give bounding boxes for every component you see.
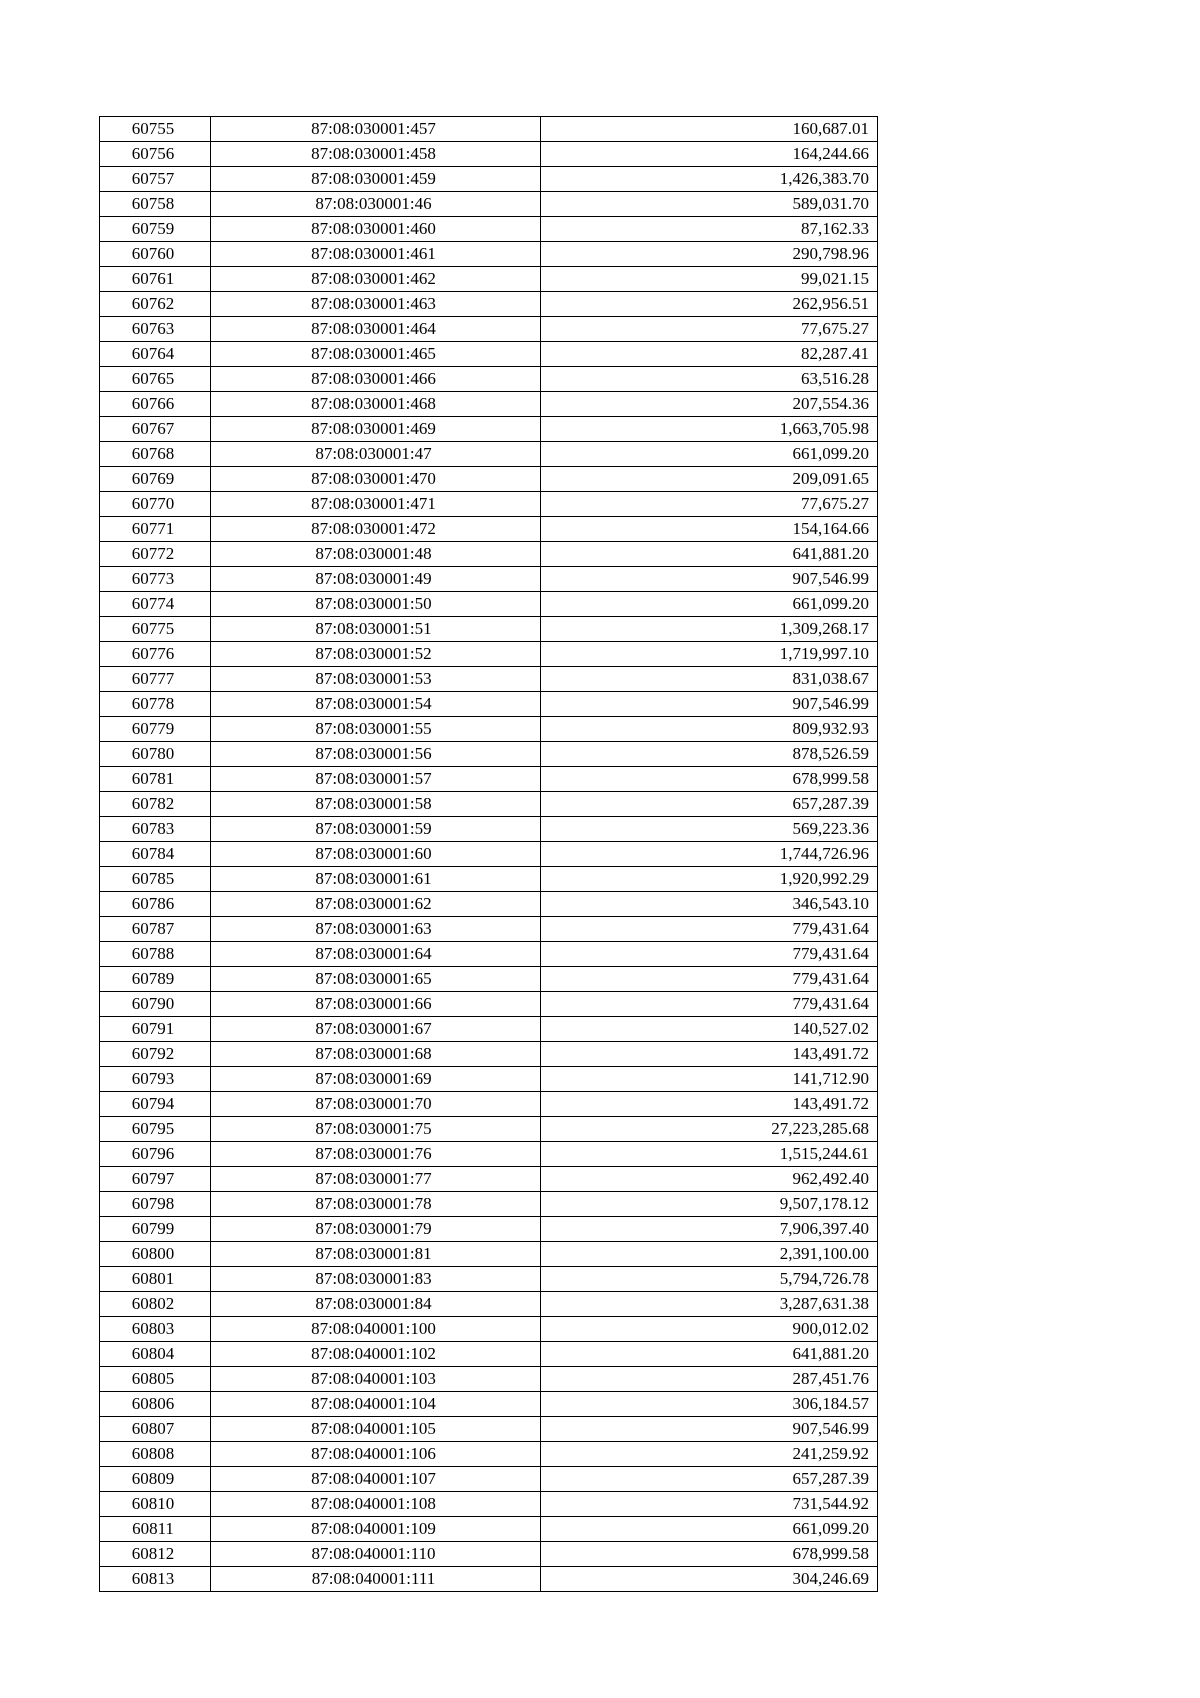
table-row — [100, 717, 878, 742]
table-row — [100, 517, 878, 542]
cadastral-number-cell: 87:08:030001:58 — [211, 792, 541, 817]
value-cell: 1,920,992.29 — [541, 867, 878, 892]
row-number-cell: 60771 — [100, 517, 211, 542]
table-row — [100, 1367, 878, 1392]
row-number-cell: 60794 — [100, 1092, 211, 1117]
table-row — [100, 1567, 878, 1592]
row-number-cell: 60793 — [100, 1067, 211, 1092]
table-row — [100, 467, 878, 492]
table-row — [100, 1017, 878, 1042]
cadastral-number-cell: 87:08:030001:69 — [211, 1067, 541, 1092]
cadastral-number-cell: 87:08:040001:105 — [211, 1417, 541, 1442]
table-row — [100, 792, 878, 817]
value-cell: 962,492.40 — [541, 1167, 878, 1192]
cadastral-number-cell: 87:08:030001:61 — [211, 867, 541, 892]
row-number-cell: 60767 — [100, 417, 211, 442]
cadastral-number-cell: 87:08:030001:472 — [211, 517, 541, 542]
value-cell: 304,246.69 — [541, 1567, 878, 1592]
cadastral-number-cell: 87:08:030001:52 — [211, 642, 541, 667]
cadastral-number-cell: 87:08:030001:469 — [211, 417, 541, 442]
value-cell: 678,999.58 — [541, 767, 878, 792]
row-number-cell: 60791 — [100, 1017, 211, 1042]
row-number-cell: 60774 — [100, 592, 211, 617]
value-cell: 262,956.51 — [541, 292, 878, 317]
value-cell: 82,287.41 — [541, 342, 878, 367]
cadastral-number-cell: 87:08:040001:111 — [211, 1567, 541, 1592]
cadastral-number-cell: 87:08:030001:60 — [211, 842, 541, 867]
table-row — [100, 642, 878, 667]
table-row — [100, 1242, 878, 1267]
row-number-cell: 60808 — [100, 1442, 211, 1467]
row-number-cell: 60807 — [100, 1417, 211, 1442]
value-cell: 809,932.93 — [541, 717, 878, 742]
row-number-cell: 60757 — [100, 167, 211, 192]
value-cell: 569,223.36 — [541, 817, 878, 842]
table-row — [100, 542, 878, 567]
table-row — [100, 317, 878, 342]
table-row — [100, 1517, 878, 1542]
table-row — [100, 492, 878, 517]
cadastral-number-cell: 87:08:030001:75 — [211, 1117, 541, 1142]
cadastral-number-cell: 87:08:040001:110 — [211, 1542, 541, 1567]
value-cell: 641,881.20 — [541, 1342, 878, 1367]
cadastral-number-cell: 87:08:030001:78 — [211, 1192, 541, 1217]
cadastral-number-cell: 87:08:030001:48 — [211, 542, 541, 567]
value-cell: 779,431.64 — [541, 917, 878, 942]
cadastral-number-cell: 87:08:030001:53 — [211, 667, 541, 692]
cadastral-number-cell: 87:08:030001:457 — [211, 117, 541, 142]
cadastral-number-cell: 87:08:040001:103 — [211, 1367, 541, 1392]
row-number-cell: 60772 — [100, 542, 211, 567]
table-row — [100, 767, 878, 792]
table-row — [100, 1192, 878, 1217]
cadastral-number-cell: 87:08:030001:66 — [211, 992, 541, 1017]
row-number-cell: 60809 — [100, 1467, 211, 1492]
cadastral-number-cell: 87:08:030001:81 — [211, 1242, 541, 1267]
table-row — [100, 667, 878, 692]
value-cell: 678,999.58 — [541, 1542, 878, 1567]
value-cell: 346,543.10 — [541, 892, 878, 917]
value-cell: 140,527.02 — [541, 1017, 878, 1042]
cadastral-number-cell: 87:08:030001:84 — [211, 1292, 541, 1317]
row-number-cell: 60778 — [100, 692, 211, 717]
table-row — [100, 942, 878, 967]
table-row — [100, 167, 878, 192]
row-number-cell: 60798 — [100, 1192, 211, 1217]
row-number-cell: 60790 — [100, 992, 211, 1017]
row-number-cell: 60784 — [100, 842, 211, 867]
value-cell: 831,038.67 — [541, 667, 878, 692]
cadastral-number-cell: 87:08:030001:54 — [211, 692, 541, 717]
row-number-cell: 60813 — [100, 1567, 211, 1592]
table-row — [100, 1317, 878, 1342]
value-cell: 907,546.99 — [541, 692, 878, 717]
table-row — [100, 1542, 878, 1567]
row-number-cell: 60802 — [100, 1292, 211, 1317]
value-cell: 900,012.02 — [541, 1317, 878, 1342]
value-cell: 1,719,997.10 — [541, 642, 878, 667]
table-row — [100, 1067, 878, 1092]
row-number-cell: 60781 — [100, 767, 211, 792]
table-row — [100, 142, 878, 167]
cadastral-number-cell: 87:08:040001:107 — [211, 1467, 541, 1492]
row-number-cell: 60773 — [100, 567, 211, 592]
value-cell: 9,507,178.12 — [541, 1192, 878, 1217]
value-cell: 143,491.72 — [541, 1092, 878, 1117]
row-number-cell: 60795 — [100, 1117, 211, 1142]
row-number-cell: 60779 — [100, 717, 211, 742]
table-row — [100, 1167, 878, 1192]
value-cell: 1,663,705.98 — [541, 417, 878, 442]
data-table — [99, 116, 878, 1592]
table-row — [100, 217, 878, 242]
cadastral-number-cell: 87:08:040001:109 — [211, 1517, 541, 1542]
table-row — [100, 592, 878, 617]
value-cell: 779,431.64 — [541, 942, 878, 967]
cadastral-number-cell: 87:08:030001:458 — [211, 142, 541, 167]
value-cell: 641,881.20 — [541, 542, 878, 567]
row-number-cell: 60775 — [100, 617, 211, 642]
table-row — [100, 1417, 878, 1442]
table-row — [100, 742, 878, 767]
table-row — [100, 617, 878, 642]
table-row — [100, 1292, 878, 1317]
cadastral-number-cell: 87:08:030001:46 — [211, 192, 541, 217]
row-number-cell: 60811 — [100, 1517, 211, 1542]
value-cell: 287,451.76 — [541, 1367, 878, 1392]
value-cell: 160,687.01 — [541, 117, 878, 142]
row-number-cell: 60758 — [100, 192, 211, 217]
value-cell: 1,309,268.17 — [541, 617, 878, 642]
value-cell: 661,099.20 — [541, 442, 878, 467]
table-row — [100, 1392, 878, 1417]
row-number-cell: 60765 — [100, 367, 211, 392]
cadastral-number-cell: 87:08:030001:77 — [211, 1167, 541, 1192]
cadastral-number-cell: 87:08:040001:108 — [211, 1492, 541, 1517]
table-row — [100, 442, 878, 467]
table-row — [100, 342, 878, 367]
value-cell: 731,544.92 — [541, 1492, 878, 1517]
value-cell: 1,515,244.61 — [541, 1142, 878, 1167]
table-row — [100, 267, 878, 292]
row-number-cell: 60804 — [100, 1342, 211, 1367]
row-number-cell: 60759 — [100, 217, 211, 242]
cadastral-number-cell: 87:08:030001:76 — [211, 1142, 541, 1167]
table-row — [100, 992, 878, 1017]
row-number-cell: 60777 — [100, 667, 211, 692]
value-cell: 1,744,726.96 — [541, 842, 878, 867]
value-cell: 63,516.28 — [541, 367, 878, 392]
cadastral-number-cell: 87:08:030001:459 — [211, 167, 541, 192]
cadastral-number-cell: 87:08:030001:466 — [211, 367, 541, 392]
cadastral-number-cell: 87:08:030001:463 — [211, 292, 541, 317]
table-row — [100, 1342, 878, 1367]
value-cell: 907,546.99 — [541, 1417, 878, 1442]
row-number-cell: 60805 — [100, 1367, 211, 1392]
value-cell: 207,554.36 — [541, 392, 878, 417]
cadastral-number-cell: 87:08:030001:462 — [211, 267, 541, 292]
table-row — [100, 1467, 878, 1492]
table-row — [100, 567, 878, 592]
cadastral-number-cell: 87:08:040001:104 — [211, 1392, 541, 1417]
row-number-cell: 60796 — [100, 1142, 211, 1167]
row-number-cell: 60812 — [100, 1542, 211, 1567]
cadastral-number-cell: 87:08:030001:83 — [211, 1267, 541, 1292]
value-cell: 661,099.20 — [541, 1517, 878, 1542]
value-cell: 27,223,285.68 — [541, 1117, 878, 1142]
row-number-cell: 60768 — [100, 442, 211, 467]
row-number-cell: 60788 — [100, 942, 211, 967]
cadastral-number-cell: 87:08:030001:50 — [211, 592, 541, 617]
table-row — [100, 392, 878, 417]
cadastral-number-cell: 87:08:030001:63 — [211, 917, 541, 942]
table-row — [100, 1142, 878, 1167]
cadastral-number-cell: 87:08:030001:68 — [211, 1042, 541, 1067]
row-number-cell: 60786 — [100, 892, 211, 917]
cadastral-number-cell: 87:08:030001:461 — [211, 242, 541, 267]
cadastral-number-cell: 87:08:030001:64 — [211, 942, 541, 967]
cadastral-number-cell: 87:08:040001:100 — [211, 1317, 541, 1342]
row-number-cell: 60799 — [100, 1217, 211, 1242]
row-number-cell: 60780 — [100, 742, 211, 767]
value-cell: 7,906,397.40 — [541, 1217, 878, 1242]
row-number-cell: 60806 — [100, 1392, 211, 1417]
value-cell: 77,675.27 — [541, 492, 878, 517]
value-cell: 589,031.70 — [541, 192, 878, 217]
row-number-cell: 60769 — [100, 467, 211, 492]
table-row — [100, 917, 878, 942]
row-number-cell: 60756 — [100, 142, 211, 167]
cadastral-number-cell: 87:08:030001:470 — [211, 467, 541, 492]
row-number-cell: 60760 — [100, 242, 211, 267]
value-cell: 1,426,383.70 — [541, 167, 878, 192]
cadastral-number-cell: 87:08:030001:65 — [211, 967, 541, 992]
cadastral-number-cell: 87:08:030001:460 — [211, 217, 541, 242]
value-cell: 3,287,631.38 — [541, 1292, 878, 1317]
cadastral-number-cell: 87:08:040001:102 — [211, 1342, 541, 1367]
table-row — [100, 417, 878, 442]
cadastral-number-cell: 87:08:030001:471 — [211, 492, 541, 517]
row-number-cell: 60776 — [100, 642, 211, 667]
cadastral-number-cell: 87:08:030001:70 — [211, 1092, 541, 1117]
row-number-cell: 60785 — [100, 867, 211, 892]
row-number-cell: 60764 — [100, 342, 211, 367]
table-row — [100, 892, 878, 917]
cadastral-number-cell: 87:08:040001:106 — [211, 1442, 541, 1467]
table-row — [100, 1492, 878, 1517]
table-row — [100, 1092, 878, 1117]
cadastral-number-cell: 87:08:030001:55 — [211, 717, 541, 742]
cadastral-number-cell: 87:08:030001:57 — [211, 767, 541, 792]
value-cell: 2,391,100.00 — [541, 1242, 878, 1267]
table-row — [100, 967, 878, 992]
row-number-cell: 60789 — [100, 967, 211, 992]
table-row — [100, 367, 878, 392]
table-row — [100, 192, 878, 217]
table-body — [100, 117, 878, 1592]
row-number-cell: 60801 — [100, 1267, 211, 1292]
table-row — [100, 1117, 878, 1142]
cadastral-number-cell: 87:08:030001:464 — [211, 317, 541, 342]
value-cell: 87,162.33 — [541, 217, 878, 242]
row-number-cell: 60792 — [100, 1042, 211, 1067]
value-cell: 99,021.15 — [541, 267, 878, 292]
table-row — [100, 1217, 878, 1242]
cadastral-number-cell: 87:08:030001:465 — [211, 342, 541, 367]
table-row — [100, 1042, 878, 1067]
table-row — [100, 1267, 878, 1292]
table-row — [100, 817, 878, 842]
row-number-cell: 60803 — [100, 1317, 211, 1342]
table-row — [100, 842, 878, 867]
table-row — [100, 242, 878, 267]
value-cell: 657,287.39 — [541, 1467, 878, 1492]
table-row — [100, 117, 878, 142]
value-cell: 141,712.90 — [541, 1067, 878, 1092]
value-cell: 164,244.66 — [541, 142, 878, 167]
row-number-cell: 60770 — [100, 492, 211, 517]
value-cell: 143,491.72 — [541, 1042, 878, 1067]
row-number-cell: 60762 — [100, 292, 211, 317]
cadastral-number-cell: 87:08:030001:79 — [211, 1217, 541, 1242]
row-number-cell: 60800 — [100, 1242, 211, 1267]
row-number-cell: 60810 — [100, 1492, 211, 1517]
row-number-cell: 60782 — [100, 792, 211, 817]
value-cell: 657,287.39 — [541, 792, 878, 817]
row-number-cell: 60755 — [100, 117, 211, 142]
value-cell: 77,675.27 — [541, 317, 878, 342]
cadastral-number-cell: 87:08:030001:62 — [211, 892, 541, 917]
table-row — [100, 1442, 878, 1467]
row-number-cell: 60761 — [100, 267, 211, 292]
row-number-cell: 60783 — [100, 817, 211, 842]
value-cell: 290,798.96 — [541, 242, 878, 267]
row-number-cell: 60766 — [100, 392, 211, 417]
cadastral-number-cell: 87:08:030001:468 — [211, 392, 541, 417]
table-row — [100, 867, 878, 892]
cadastral-number-cell: 87:08:030001:67 — [211, 1017, 541, 1042]
value-cell: 306,184.57 — [541, 1392, 878, 1417]
value-cell: 241,259.92 — [541, 1442, 878, 1467]
cadastral-number-cell: 87:08:030001:47 — [211, 442, 541, 467]
row-number-cell: 60797 — [100, 1167, 211, 1192]
value-cell: 779,431.64 — [541, 967, 878, 992]
cadastral-number-cell: 87:08:030001:51 — [211, 617, 541, 642]
cadastral-number-cell: 87:08:030001:56 — [211, 742, 541, 767]
value-cell: 5,794,726.78 — [541, 1267, 878, 1292]
cadastral-number-cell: 87:08:030001:59 — [211, 817, 541, 842]
value-cell: 907,546.99 — [541, 567, 878, 592]
row-number-cell: 60787 — [100, 917, 211, 942]
value-cell: 878,526.59 — [541, 742, 878, 767]
cadastral-number-cell: 87:08:030001:49 — [211, 567, 541, 592]
table-row — [100, 692, 878, 717]
value-cell: 154,164.66 — [541, 517, 878, 542]
value-cell: 661,099.20 — [541, 592, 878, 617]
value-cell: 779,431.64 — [541, 992, 878, 1017]
table-row — [100, 292, 878, 317]
value-cell: 209,091.65 — [541, 467, 878, 492]
row-number-cell: 60763 — [100, 317, 211, 342]
